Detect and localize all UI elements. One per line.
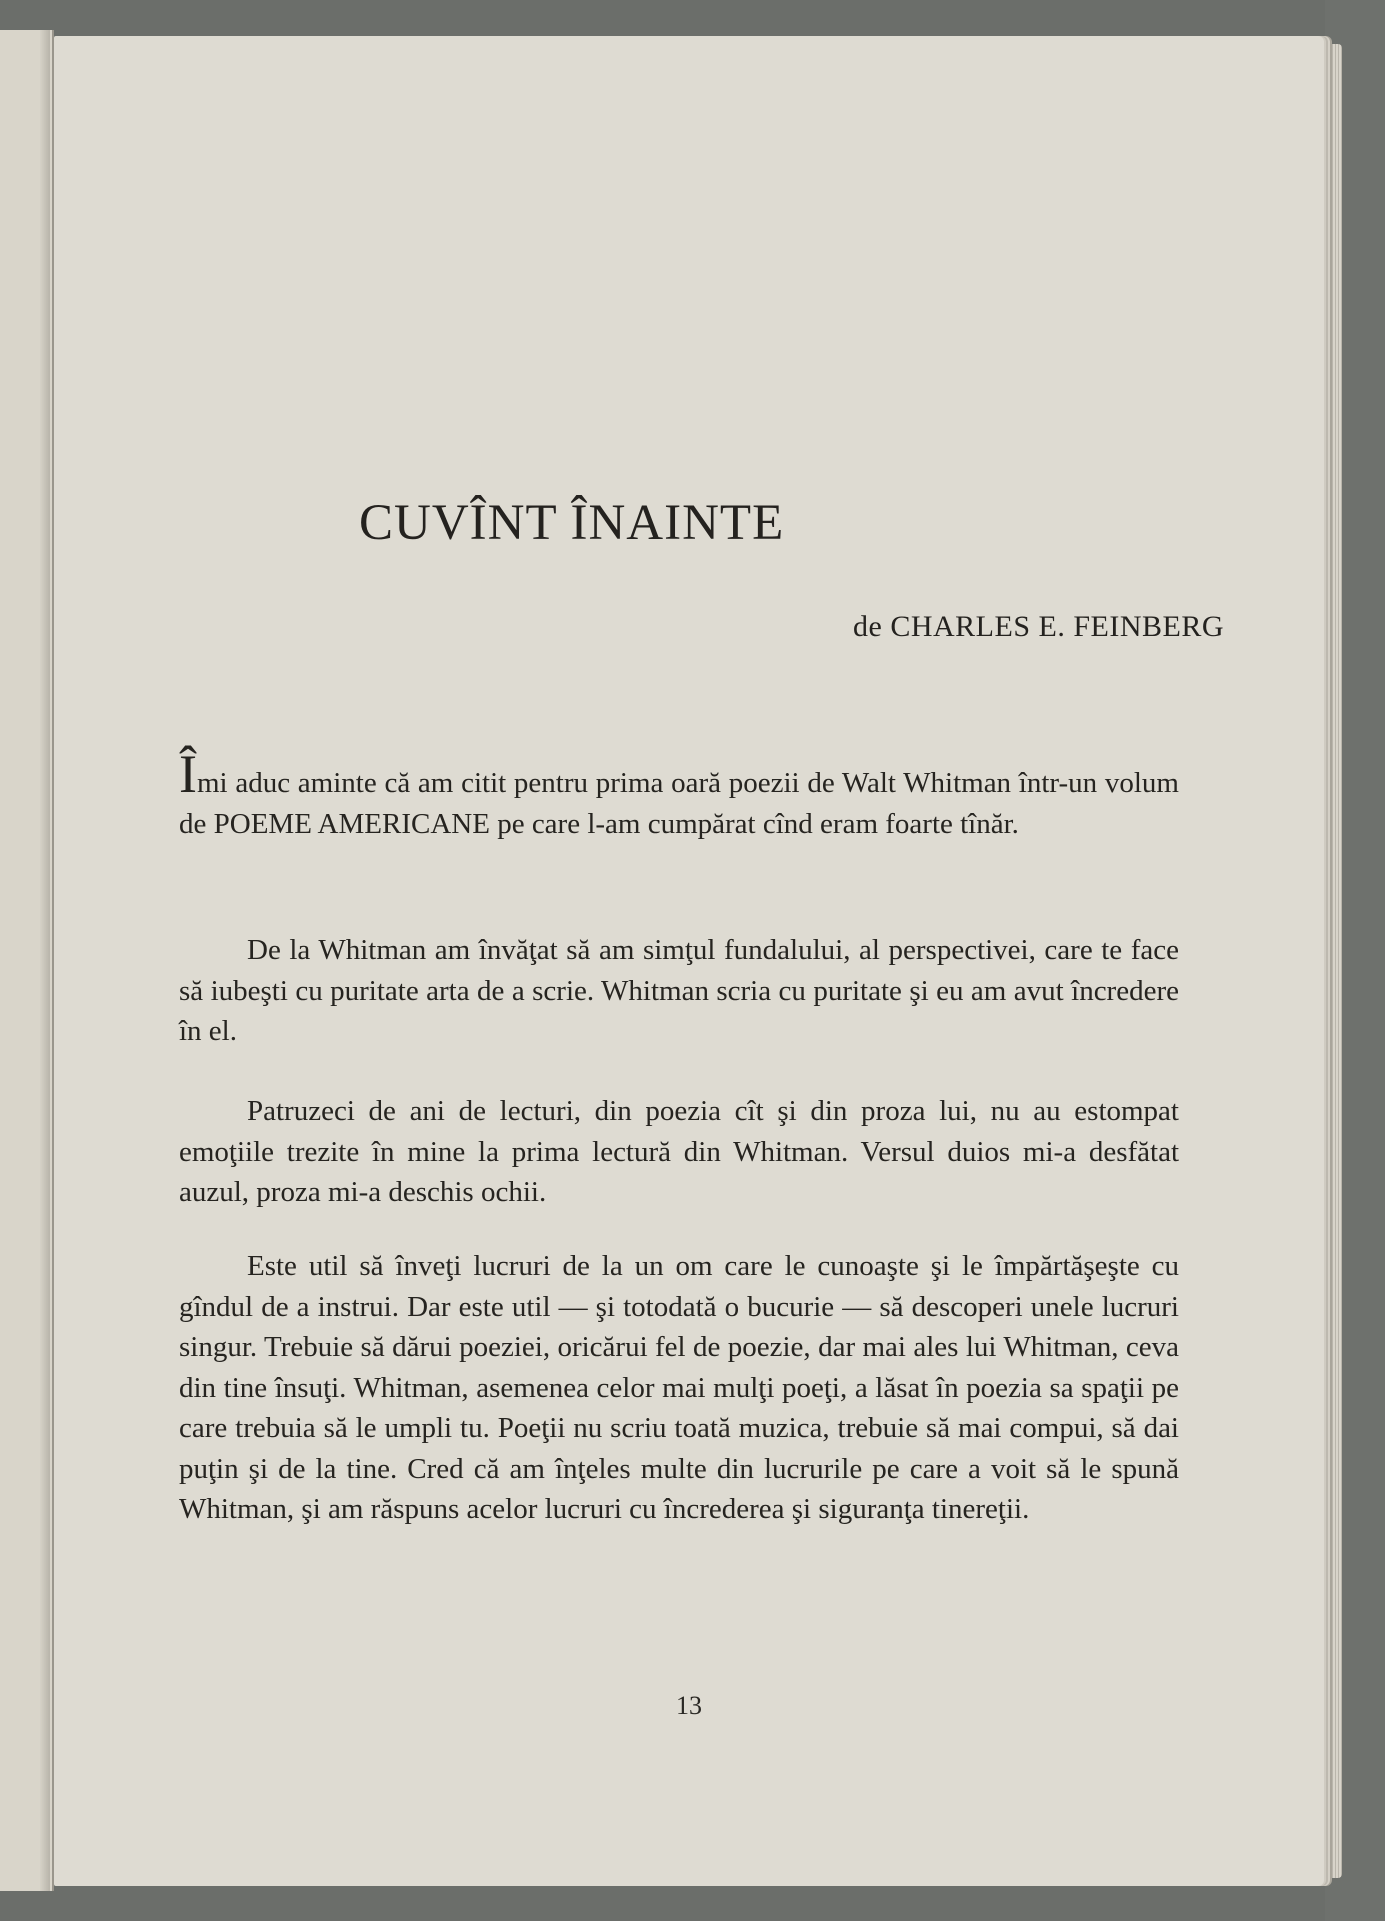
gutter-shadow: [40, 30, 50, 1891]
page-number: 13: [676, 1691, 702, 1720]
paragraph-4: Este util să înveţi lucruri de la un om care le cunoaşte şi le împărtăşeşte cu gîndul de a instrui. Dar este util — şi totodată o bucurie — să descoperi unele lucruri singur. Trebuie să dărui poeziei, oricărui fel de poezie, dar mai ales lui Whitman, ceva din tine însuţi. Whitman, asemenea celor mai mulţi poeţi, a lăsat în poezia sa spaţii pe care trebuia să le umpli tu. Poeţii nu scriu toată muzica, trebuie să mai compui, să dai puţin şi de la tine. Cred că am înţeles multe din lucrurile pe care a voit să le spună Whitman, şi am răspuns acelor lucruri cu încrederea şi siguranţa tinereţii.: [179, 1250, 1179, 1525]
author-byline: de CHARLES E. FEINBERG: [853, 610, 1224, 643]
drop-cap: Î: [179, 744, 197, 804]
paragraph-1-text: mi aduc aminte că am citit pentru prima oară poezii de Walt Whitman într-un volum de POEME AMERICANE pe care l-am cumpărat cînd eram foarte tînăr.: [179, 767, 1179, 840]
chapter-title: CUVÎNT ÎNAINTE: [359, 495, 785, 551]
facing-page-edge: [0, 30, 54, 1891]
paragraph-1: [179, 744, 1179, 844]
paragraph-2: De la Whitman am învăţat să am simţul fundalului, al perspectivei, care te face să iubeşti cu puritate arta de a scrie. Whitman scria cu puritate şi eu am avut încredere în el.: [179, 934, 1179, 1047]
book-page: [54, 36, 1324, 1886]
page-stack-edge: [1324, 44, 1342, 1878]
paragraph-3: Patruzeci de ani de lecturi, din poezia cît şi din proza lui, nu au estompat emoţiile trezite în mine la prima lectură din Whitman. Versul duios mi-a desfătat auzul, proza mi-a deschis ochii.: [179, 1095, 1179, 1208]
